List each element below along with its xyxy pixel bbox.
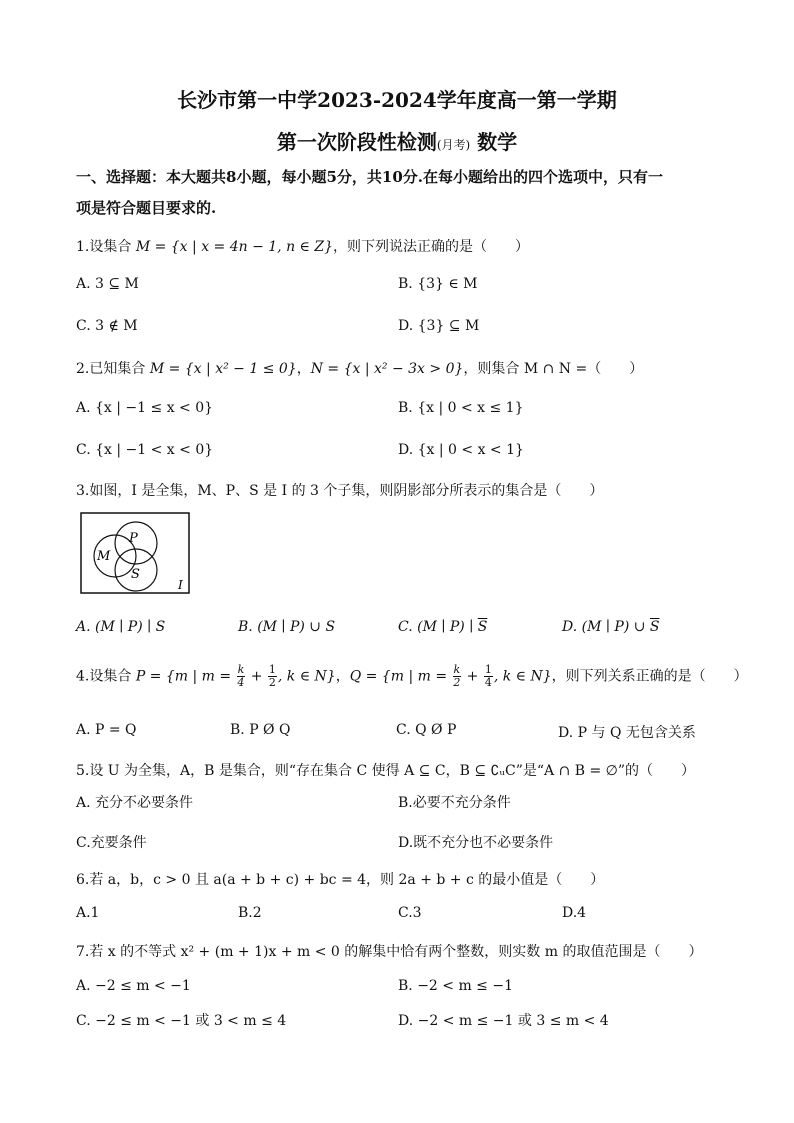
set-N-definition: N = {x | x² − 3x > 0} xyxy=(310,361,464,377)
question-3-option-a[interactable]: A. (M ∣ P) ∣ S xyxy=(76,619,166,635)
question-1-option-c[interactable]: C. 3 ∉ M xyxy=(76,318,138,334)
fraction-k-over-4: $\frac{k}{4}$ xyxy=(237,663,245,689)
question-2-option-b[interactable]: B. {x | 0 < x ≤ 1} xyxy=(398,400,524,416)
question-5-stem: 5.设 U 为全集，A，B 是集合，则“存在集合 C 使得 A ⊆ C，B ⊆ ∁ᵤC”是“A ∩ B = ∅”的（ ） xyxy=(76,763,696,779)
question-6-option-a[interactable]: A.1 xyxy=(76,905,100,921)
exam-title-line1: 长沙市第一中学2023-2024学年度高一第一学期 xyxy=(177,88,617,112)
set-M-definition: M = {x | x = 4n − 1, n ∈ Z} xyxy=(135,239,334,255)
question-1-option-d[interactable]: D. {3} ⊆ M xyxy=(398,318,480,334)
exam-title-small: (月考) xyxy=(436,138,471,152)
question-6-option-d[interactable]: D.4 xyxy=(562,905,587,921)
question-4-option-d[interactable]: D. P 与 Q 无包含关系 xyxy=(558,725,696,741)
exam-title-line2 xyxy=(0,126,794,155)
label-M: M xyxy=(97,549,111,564)
question-5-option-c[interactable]: C.充要条件 xyxy=(76,835,147,851)
question-5-option-d[interactable]: D.既不充分也不必要条件 xyxy=(398,835,554,851)
question-7-option-c[interactable]: C. −2 ≤ m < −1 或 3 < m ≤ 4 xyxy=(76,1013,287,1029)
label-P: P xyxy=(129,531,138,546)
question-1-option-a[interactable]: A. 3 ⊆ M xyxy=(76,276,139,292)
question-6-option-b[interactable]: B.2 xyxy=(238,905,262,921)
question-2-option-a[interactable]: A. {x | −1 ≤ x < 0} xyxy=(76,400,214,416)
question-7-stem: 7.若 x 的不等式 x² + (m + 1)x + m < 0 的解集中恰有两个整数，则实数 m 的取值范围是（ ） xyxy=(76,944,703,960)
question-2-stem: 2.已知集合 M = {x | x² − 1 ≤ 0}，N = {x | x² − 3x > 0}，则集合 M ∩ N =（ ） xyxy=(76,361,644,377)
fraction-k-over-2: $\frac{k}{2}$ xyxy=(453,663,461,689)
set-M-definition: M = {x | x² − 1 ≤ 0} xyxy=(149,361,297,377)
question-7-option-d[interactable]: D. −2 < m ≤ −1 或 3 ≤ m < 4 xyxy=(398,1013,609,1029)
question-4-option-b[interactable]: B. P Ø Q xyxy=(230,722,291,738)
exam-title-subject: 数学 xyxy=(477,130,518,154)
question-6-stem: 6.若 a，b，c > 0 且 a(a + b + c) + bc = 4，则 2a + b + c 的最小值是（ ） xyxy=(76,872,605,888)
exam-title-main: 第一次阶段性检测 xyxy=(276,130,437,154)
complement-S: $\overline{S}$ xyxy=(477,619,488,635)
section-header-line1: 一、选择题：本大题共8小题，每小题5分，共10分.在每小题给出的四个选项中，只有一 xyxy=(76,168,663,186)
question-7-option-a[interactable]: A. −2 ≤ m < −1 xyxy=(76,978,191,994)
question-3-option-d[interactable]: D. (M ∣ P) ∪ $\overline{S}$ xyxy=(562,619,660,635)
question-4-option-a[interactable]: A. P = Q xyxy=(76,722,137,738)
question-2-option-d[interactable]: D. {x | 0 < x < 1} xyxy=(398,442,524,458)
question-1-option-b[interactable]: B. {3} ∈ M xyxy=(398,276,478,292)
label-I: I xyxy=(178,578,183,592)
question-5-option-b[interactable]: B.必要不充分条件 xyxy=(398,795,511,811)
question-4-option-c[interactable]: C. Q Ø P xyxy=(396,722,457,738)
section-header-line2: 项是符合题目要求的. xyxy=(76,199,217,217)
fraction-1-over-2: $\frac{1}{2}$ xyxy=(268,663,276,689)
venn-diagram xyxy=(80,512,192,596)
question-3-option-c[interactable]: C. (M ∣ P) ∣ $\overline{S}$ xyxy=(398,619,488,635)
question-5-option-a[interactable]: A. 充分不必要条件 xyxy=(76,795,194,811)
fraction-1-over-4: $\frac{1}{4}$ xyxy=(484,663,492,689)
question-2-option-c[interactable]: C. {x | −1 < x < 0} xyxy=(76,442,214,458)
question-3-option-b[interactable]: B. (M ∣ P) ∪ S xyxy=(238,619,336,635)
question-7-option-b[interactable]: B. −2 < m ≤ −1 xyxy=(398,978,514,994)
question-3-stem: 3.如图，I 是全集，M、P、S 是 I 的 3 个子集，则阴影部分所表示的集合是（ ） xyxy=(76,483,604,499)
label-S: S xyxy=(131,567,140,582)
question-1-stem: 1.设集合 M = {x | x = 4n − 1, n ∈ Z}，则下列说法正确的是（ ） xyxy=(76,239,530,255)
question-6-option-c[interactable]: C.3 xyxy=(398,905,422,921)
complement-S: $\overline{S}$ xyxy=(649,619,660,635)
question-4-stem: 4.设集合 P = {m | m = $\frac{k}{4}$ + $\frac{1}{2}$ , k ∈ N}，Q = {m | m = $\frac{k}{2}$ + $\frac{1}{4}$ , k ∈ N}，则下列关系正确的是（ ） xyxy=(76,663,748,689)
